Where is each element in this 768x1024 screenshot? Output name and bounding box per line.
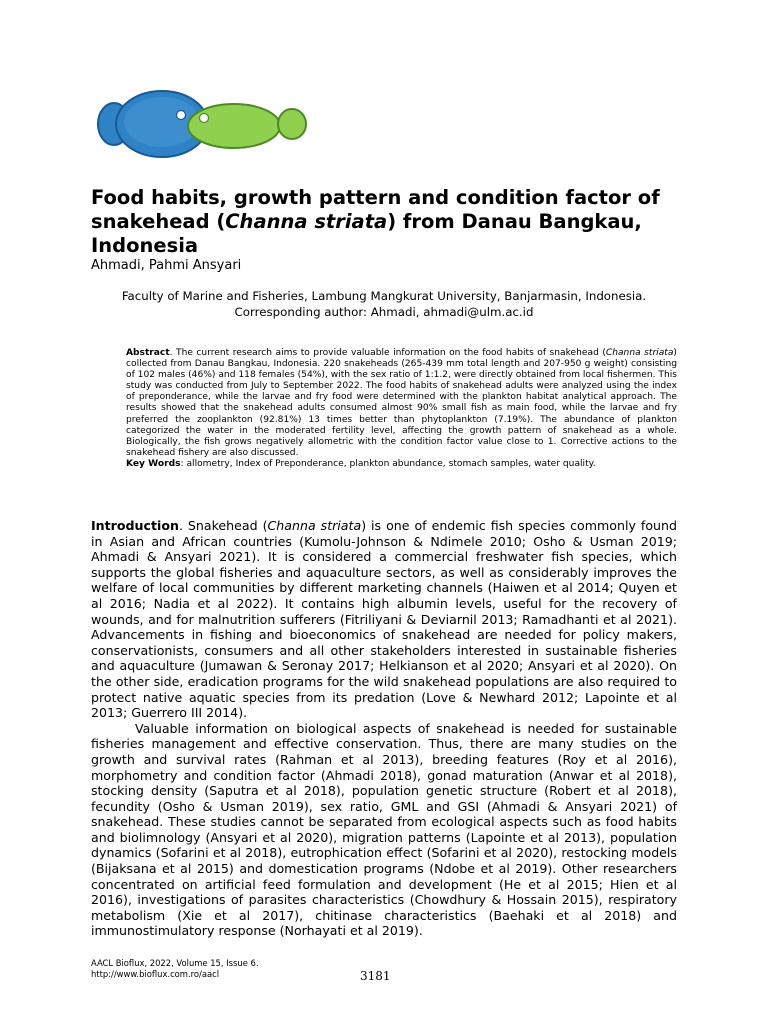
abstract bbox=[126, 348, 677, 470]
intro-species: Channa striata bbox=[267, 518, 362, 533]
title-text: Food habits, growth pattern and condition factor of snakehead ( bbox=[91, 186, 660, 233]
paper-title bbox=[91, 186, 691, 258]
intro-paragraph-1 bbox=[91, 518, 677, 721]
affiliation-line: Faculty of Marine and Fisheries, Lambung Mangkurat University, Banjarmasin, Indonesia. bbox=[121, 289, 647, 303]
title-species: Channa striata bbox=[225, 210, 388, 233]
intro-text: . Snakehead ( bbox=[178, 518, 268, 533]
title-text-end: ) from Danau Bangkau, Indonesia bbox=[91, 210, 642, 257]
corresponding-author: Corresponding author: Ahmadi, ahmadi@ulm.ac.id bbox=[234, 305, 534, 319]
intro-heading: Introduction bbox=[91, 518, 179, 533]
keywords-label: Key Words bbox=[126, 458, 181, 469]
abstract-body bbox=[126, 348, 677, 459]
affiliation bbox=[86, 288, 682, 320]
green-fish-icon bbox=[188, 104, 306, 148]
intro-paragraph-2: Valuable information on biological aspects of snakehead is needed for sustainable fisheries management and effective conservation. Thus, there are many studies on the growth and survival rates (Rahman et al 2013), breeding features (Roy et al 2016), morphometry and condition factor (Ahmadi 2018), gonad maturation (Anwar et al 2018), stocking density (Saputra et al 2018), population genetic structure (Robert et al 2018), fecundity (Osho & Usman 2019), sex ratio, GML and GSI (Ahmadi & Ansyari 2021) of snakehead. These studies cannot be separated from ecological aspects such as food habits and biolimnology (Ansyari et al 2020), migration patterns (Lapointe et al 2013), population dynamics (Sofarini et al 2018), eutrophication effect (Sofarini et al 2020), restocking models (Bijaksana et al 2015) and domestication programs (Ndobe et al 2019). Other researchers concentrated on artificial feed formulation and development (He et al 2015; Hien et al 2016), investigations of parasites characteristics (Chowdhury & Hossain 2015), respiratory metabolism (Xie et al 2017), chitinase characteristics (Baehaki et al 2018) and immunostimulatory response (Norhayati et al 2019). bbox=[91, 720, 677, 939]
abstract-text: . The current research aims to provide valuable information on the food habits of snakehead ( bbox=[169, 348, 606, 358]
authors: Ahmadi, Pahmi Ansyari bbox=[91, 258, 242, 273]
introduction bbox=[91, 518, 677, 939]
journal-logo bbox=[94, 88, 314, 168]
journal-citation: AACL Bioflux, 2022, Volume 15, Issue 6. bbox=[91, 958, 259, 968]
keywords bbox=[126, 459, 677, 470]
abstract-label: Abstract bbox=[126, 348, 170, 358]
abstract-species: Channa striata bbox=[605, 348, 674, 358]
journal-url[interactable]: http://www.bioflux.com.ro/aacl bbox=[91, 969, 220, 979]
abstract-text-rest: ) collected from Danau Bangkau, Indonesia. 220 snakeheads (265-439 mm total length and 207-950 g weight) consisting of 102 males (46%) and 118 females (54%), with the sex ratio of 1:1.2, were directly obtained from local fishermen. This study was conducted from July to September 2022. The food habits of snakehead adults were analyzed using the index of preponderance, while the larvae and fry food were determined with the plankton habitat analytical approach. The results showed that the snakehead adults consumed almost 90% small fish as main food, while the larvae and fry preferred the zooplankton (92.81%) 13 times better than phytoplankton (7.19%). The abundance of plankton categorized the water in the moderated fertility level, affecting the growth pattern of snakehead as a whole. Biologically, the fish grows negatively allometric with the condition factor value close to 1. Corrective actions to the snakehead fishery are also discussed. bbox=[126, 348, 677, 458]
intro-text-rest: ) is one of endemic fish species commonly found in Asian and African countries (Kumolu-Johnson & Ndimele 2010; Osho & Usman 2019; Ahmadi & Ansyari 2021). It is considered a commercial freshwater fish species, which supports the global fisheries and aquaculture sectors, as well as considerably improves the welfare of local communities by different marketing channels (Haiwen et al 2014; Quyen et al 2016; Nadia et al 2022). It contains high albumin levels, useful for the recovery of wounds, and for malnutrition sufferers (Fitriliyani & Deviarnil 2013; Ramadhanti et al 2021). Advancements in fishing and bioeconomics of snakehead are needed for policy makers, conservationists, consumers and all other stakeholders interested in sustainable fisheries and aquaculture (Jumawan & Seronay 2017; Helkianson et al 2020; Ansyari et al 2020). On the other side, eradication programs for the wild snakehead populations are also required to protect native aquatic species from its predation (Love & Newhard 2012; Lapointe et al 2013; Guerrero III 2014). bbox=[91, 518, 677, 721]
keywords-text: : allometry, Index of Preponderance, plankton abundance, stomach samples, water quality. bbox=[180, 458, 596, 469]
page-number: 3181 bbox=[360, 969, 391, 983]
footer bbox=[91, 958, 259, 980]
